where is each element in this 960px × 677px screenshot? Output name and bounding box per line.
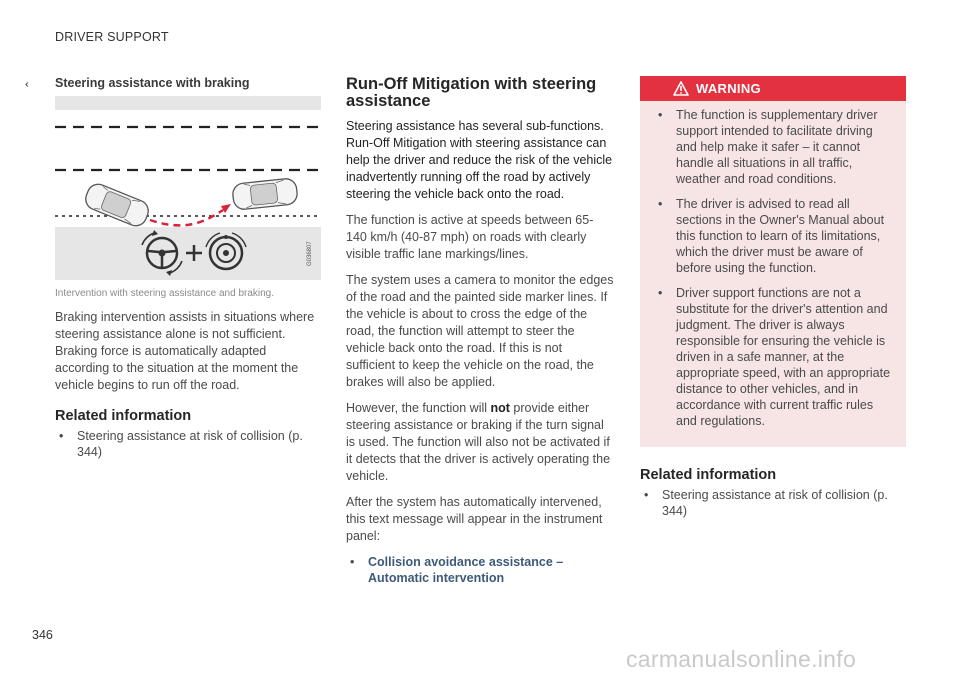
bullet: • [644, 488, 649, 502]
warning-header [640, 76, 906, 101]
right-column [640, 76, 906, 527]
warning-item: • Driver support functions are not a substitute for the driver's attention and judgment. The driver is always responsible for ensuring the vehicle is driven in a safe manner, at the appropriate speed, with an appropriate distance to other vehicles, and in accordance with current traffic rules and regulations. [658, 286, 891, 428]
warning-box [640, 76, 906, 447]
paragraph: However, the function will not provide either steering assistance or braking if the turn signal is used. The function will also not be activated if it detects that the driver is actively operating the vehicle. [346, 401, 611, 483]
paragraph: The system uses a camera to monitor the edges of the road and the painted side marker lines. If the vehicle is about to cross the edge of the road, the function will attempt to steer the vehicle back onto the road. If this is not sufficient to keep the vehicle on the road, the brakes will also be applied. [346, 273, 614, 389]
warning-title: WARNING [696, 81, 761, 96]
paragraph: After the system has automatically intervened, this text message will appear in the instrument panel: [346, 495, 603, 543]
related-list [640, 487, 906, 519]
figure-code: G036807 [307, 241, 313, 266]
road-diagram [55, 96, 321, 280]
bullet: • [59, 429, 64, 443]
warning-list [640, 101, 906, 429]
related-link[interactable]: • Steering assistance at risk of collision (p. 344) [644, 488, 888, 518]
related-information-heading: Related information [55, 408, 192, 424]
middle-column [346, 76, 614, 594]
warning-item: • The driver is advised to read all sections in the Owner's Manual about this function to learn of its limitations, which the driver must be aware of before using the function. [658, 197, 885, 275]
lead-paragraph: Steering assistance has several sub-functions. Run-Off Mitigation with steering assistance can help the driver and reduce the risk of the vehicle inadvertently running off the road by actively steering the vehicle back onto the road. [346, 119, 613, 201]
section-subheading: Steering assistance with braking [55, 76, 250, 90]
related-list [55, 428, 321, 460]
bullet: • [658, 197, 663, 211]
paragraph: Braking intervention assists in situations where steering assistance alone is not sufficient. Braking force is automatically adapted according to the situation at the moment the vehicle begins to run off the road. [55, 310, 315, 392]
paragraph: The function is active at speeds between 65-140 km/h (40-87 mph) on roads with clearly visible traffic lane markings/lines. [346, 213, 594, 261]
page-title: Run-Off Mitigation with steering assistance [346, 75, 597, 110]
section-header: DRIVER SUPPORT [55, 30, 169, 44]
bullet: • [658, 286, 663, 300]
watermark: carmanualsonline.info [626, 646, 857, 672]
page-number: 346 [32, 628, 53, 642]
warning-item: • The function is supplementary driver support intended to facilitate driving and help make it safer – it cannot handle all situations in all traffic, weather and road conditions. [658, 108, 878, 186]
bullet: • [350, 555, 355, 569]
continuation-mark: ‹‹ [25, 79, 26, 90]
related-link[interactable]: • Steering assistance at risk of collision (p. 344) [59, 429, 303, 459]
related-information-heading: Related information [640, 467, 777, 483]
message-list [346, 554, 614, 586]
instrument-message: • Collision avoidance assistance – Automatic intervention [350, 555, 564, 585]
left-column [25, 76, 321, 468]
figure-illustration [55, 96, 321, 280]
figure-caption: Intervention with steering assistance and braking. [55, 288, 275, 299]
emphasis-not: not [490, 401, 510, 415]
bullet: • [658, 108, 663, 122]
warning-triangle-icon [673, 81, 689, 96]
